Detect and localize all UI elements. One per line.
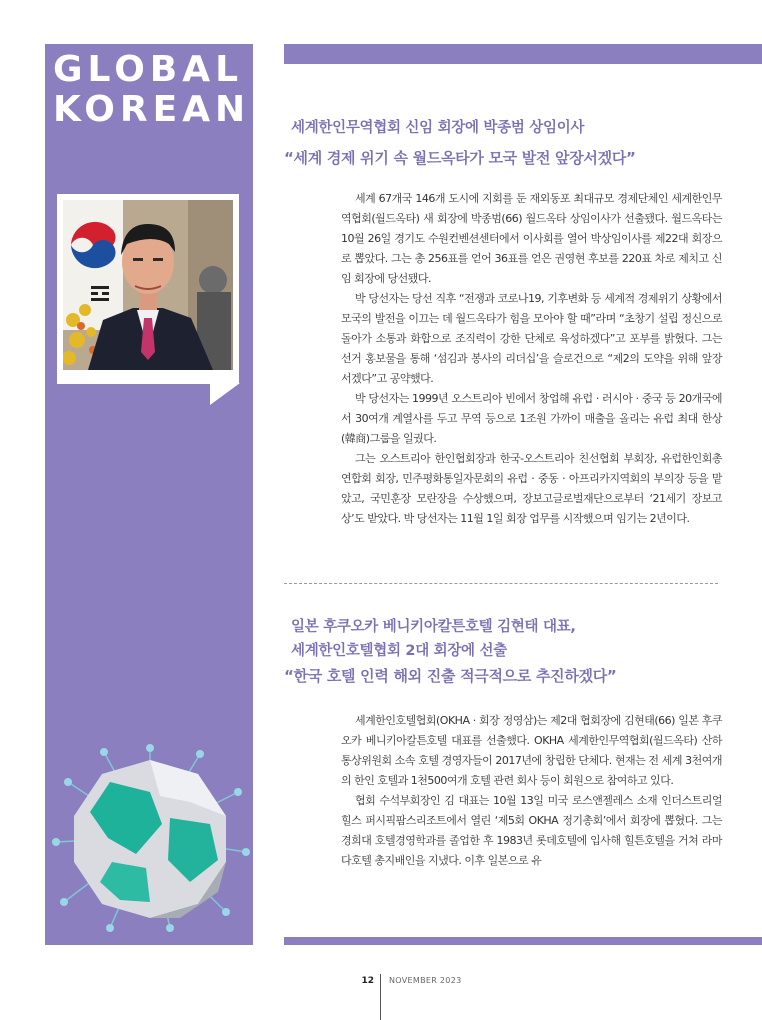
article2-headline: “한국 호텔 인력 해외 진출 적극적으로 추진하겠다”: [284, 667, 617, 685]
top-accent-bar: [284, 44, 762, 64]
section-title: [53, 50, 250, 130]
portrait-photo: [63, 200, 233, 370]
portrait-frame: [57, 194, 239, 384]
page-number: 12: [361, 976, 374, 986]
speech-bubble-tail: [210, 383, 240, 405]
article2-paragraph: 세계한인호텔협회(OKHA · 회장 정영삼)는 제2대 협회장에 김현태(66) 일본 후쿠오카 베니키아칼튼호텔 대표를 선출했다. OKHA 세계한인무역협회(월드옥타) 산하 통상위원회 소속 호텔 경영자들이 2017년에 창립한 단체다. 현재는 전 세계 3천여개의 한인 호텔과 1천500여개 호텔 관련 회사 등이 회원으로 참여하고 있다.: [341, 714, 722, 787]
article1-body: [341, 189, 722, 529]
footer-divider: [380, 974, 381, 1020]
section-divider: [284, 583, 718, 584]
article1-paragraph: 세계 67개국 146개 도시에 지회를 둔 재외동포 최대규모 경제단체인 세계한인무역협회(월드옥타) 새 회장에 박종범(66) 월드옥타 상임이사가 선출됐다. 월드옥타는 10월 26일 경기도 수원컨벤션센터에서 이사회를 열어 박상임이사를 제22대 회장으로 뽑았다. 그는 총 256표를 얻어 36표를 얻은 권영현 후보를 220표 차로 제치고 신임 회장에 당선됐다.: [341, 192, 722, 285]
article1-kicker: 세계한인무역협회 신임 회장에 박종범 상임이사: [291, 120, 585, 136]
article2-paragraph: 협회 수석부회장인 김 대표는 10월 13일 미국 로스앤젤레스 소재 인더스트리얼 힐스 퍼시픽팜스리조트에서 열린 ‘제5회 OKHA 정기총회’에서 회장에 뽑혔다. 그는 경희대 호텔경영학과를 졸업한 후 1983년 롯데호텔에 입사해 힐튼호텔을 거쳐 라마다호텔 총지배인을 지냈다. 이후 일본으로 유: [341, 794, 722, 867]
article2-body: [341, 711, 722, 871]
issue-date: NOVEMBER 2023: [389, 976, 462, 985]
article1-paragraph: 박 당선자는 당선 직후 “전쟁과 코로나19, 기후변화 등 세계적 경제위기 상황에서 모국의 발전을 이끄는 데 월드옥타가 힘을 모아야 할 때”라며 “초창기 설립 정신으로 돌아가 소통과 화합으로 조직력이 강한 단체로 육성하겠다”고 포부를 밝혔다. 그는 선거 홍보물을 통해 ‘섬김과 봉사의 리더십’을 슬로건으로 “제2의 도약을 위해 앞장서겠다”고 공약했다.: [341, 292, 722, 385]
article1-paragraph: 박 당선자는 1999년 오스트리아 빈에서 창업해 유럽 · 러시아 · 중국 등 20개국에서 30여개 계열사를 두고 무역 등으로 1조원 가까이 매출을 올리는 유럽 최대 한상(韓商)그룹을 일궜다.: [341, 392, 722, 445]
article1-headline: “세계 경제 위기 속 월드옥타가 모국 발전 앞장서겠다”: [284, 149, 636, 167]
article2-kicker-line1: 일본 후쿠오카 베니키아칼튼호텔 김현태 대표,: [291, 619, 576, 635]
article2-kicker-line2: 세계한인호텔협회 2대 회장에 선출: [291, 643, 507, 659]
section-title-line2: KOREAN: [53, 89, 251, 130]
article1-paragraph: 그는 오스트리아 한인협회장과 한국-오스트리아 친선협회 부회장, 유럽한인회총연합회 회장, 민주평화통일자문회의 유럽 · 중동 · 아프리카지역회의 부의장 등을 맡았고, 국민훈장 모란장을 수상했으며, 장보고글로벌재단으로부터 ‘21세기 장보고 상’도 받았다. 박 당선자는 11월 1일 회장 업무를 시작했으며 임기는 2년이다.: [341, 452, 722, 525]
section-title-line1: GLOBAL: [53, 49, 244, 90]
bottom-accent-bar: [284, 937, 762, 945]
globe-illustration: [50, 742, 250, 932]
